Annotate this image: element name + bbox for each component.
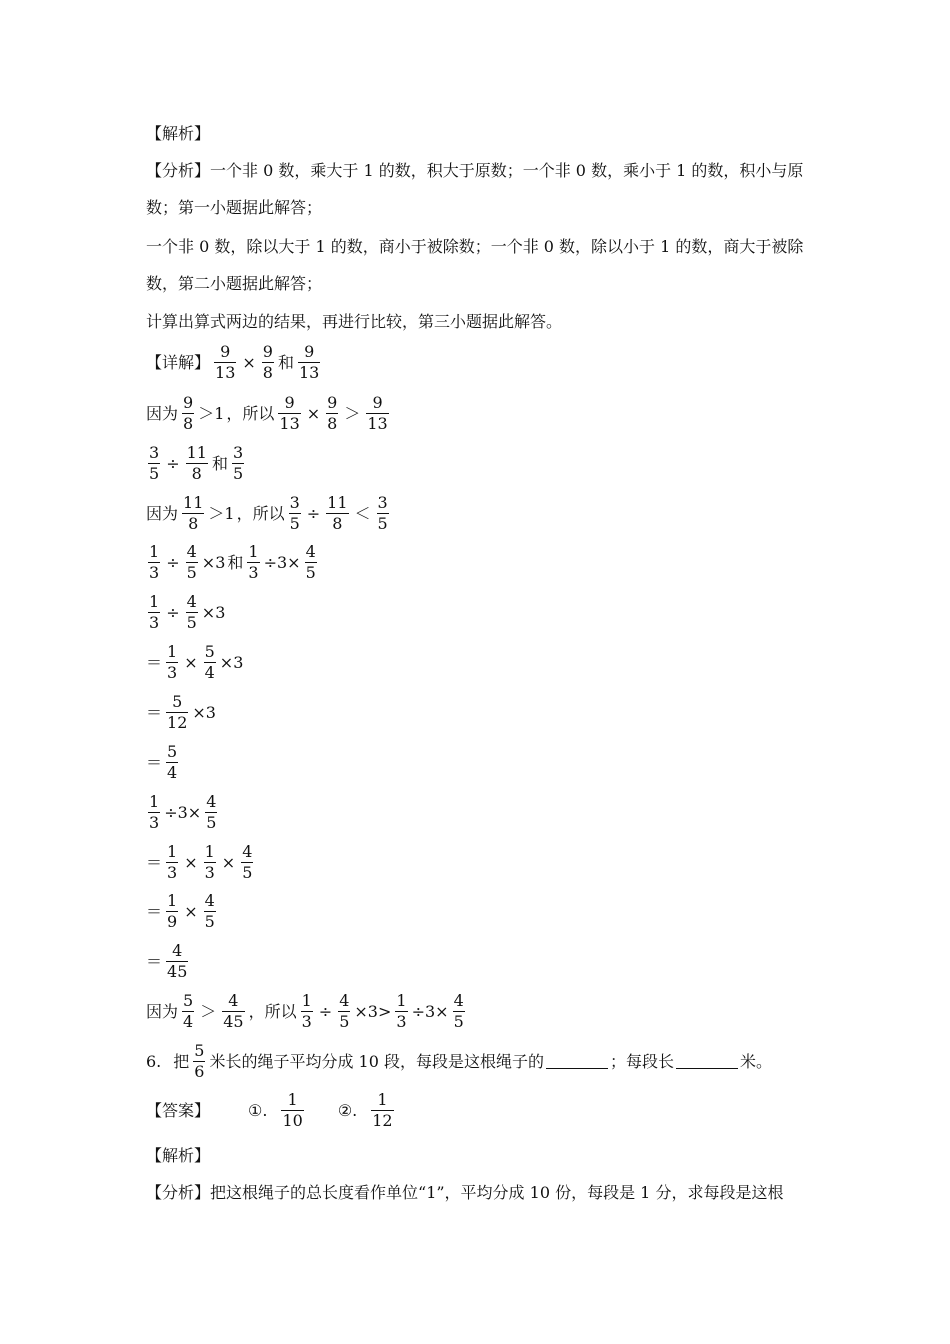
fraction: $\frac{5}{4}$ — [183, 991, 194, 1031]
section-jiexi: 【解析】 — [146, 124, 211, 143]
fraction: $\frac{11}{8}$ — [327, 493, 348, 533]
fraction: $\frac{1}{3}$ — [167, 842, 178, 882]
fraction: $\frac{5}{6}$ — [194, 1041, 205, 1081]
fraction: $\frac{4}{45}$ — [223, 991, 244, 1031]
fraction: $\frac{1}{3}$ — [301, 991, 312, 1031]
fraction: $\frac{5}{12}$ — [167, 692, 188, 732]
expr-7: ＝ $\frac{1}{3}$ × $\frac{5}{4}$ ×3 — [146, 642, 244, 682]
analysis-line-4: 数，第二小题据此解答； — [146, 274, 323, 293]
expr-6: $\frac{1}{3}$ ÷ $\frac{4}{5}$ ×3 — [149, 592, 226, 632]
analysis-text: 一个非 0 数，乘大于 1 的数，积大于原数；一个非 0 数，乘小于 1 的数，积小与原 — [210, 161, 804, 180]
fraction: $\frac{9}{8}$ — [183, 393, 194, 433]
expr-13: ＝ $\frac{4}{45}$ — [146, 941, 188, 981]
fraction: $\frac{1}{3}$ — [149, 542, 160, 582]
section-jiexi-2: 【解析】 — [146, 1146, 211, 1165]
fraction: $\frac{11}{8}$ — [186, 443, 207, 483]
expr-2: 因为 $\frac{9}{8}$ ＞1 ，所以 $\frac{9}{13}$ × $\frac{9}{8}$ ＞ $\frac{9}{13}$ — [146, 393, 388, 433]
analysis-line-1 — [146, 161, 803, 181]
fraction: $\frac{1}{3}$ — [396, 991, 407, 1031]
section-fenxi-2: 【分析】 — [146, 1183, 211, 1202]
analysis-line-2: 数；第一小题据此解答； — [146, 198, 323, 217]
answer-1-fraction: $\frac{1}{10}$ — [282, 1090, 303, 1130]
fraction: $\frac{3}{5}$ — [149, 443, 160, 483]
fraction: $\frac{4}{5}$ — [204, 891, 215, 931]
expr-14: 因为 $\frac{5}{4}$ ＞ $\frac{4}{45}$ ，所以 $\frac{1}{3}$ ÷ $\frac{4}{5}$ ×3> $\frac{1}{3}$ ÷3× $\frac{4}{5}$ — [146, 991, 464, 1031]
fraction: $\frac{4}{45}$ — [167, 941, 188, 981]
answer-blank-1[interactable] — [546, 1054, 608, 1069]
fraction: $\frac{4}{5}$ — [242, 842, 253, 882]
section-xiangjie: 【详解】 — [146, 352, 211, 372]
expr-3: $\frac{3}{5}$ ÷ $\frac{11}{8}$ 和 $\frac{3}{5}$ — [149, 443, 244, 483]
expr-10: $\frac{1}{3}$ ÷3× $\frac{4}{5}$ — [149, 792, 217, 832]
fraction: $\frac{1}{3}$ — [248, 542, 259, 582]
fraction: $\frac{1}{3}$ — [149, 592, 160, 632]
analysis2-line-1: 【分析】把这根绳子的总长度看作单位“1”，平均分成 10 份，每段是 1 分，求每段是这根 — [146, 1183, 784, 1202]
answer-line: 【答案】 ①. $\frac{1}{10}$ ②. $\frac{1}{12}$ — [146, 1090, 393, 1130]
expr-8: ＝ $\frac{5}{12}$ ×3 — [146, 692, 216, 732]
fraction: $\frac{1}{9}$ — [167, 891, 178, 931]
fraction: $\frac{5}{4}$ — [167, 742, 178, 782]
fraction: $\frac{5}{4}$ — [204, 642, 215, 682]
answer-2-fraction: $\frac{1}{12}$ — [372, 1090, 393, 1130]
fraction: $\frac{4}{5}$ — [339, 991, 350, 1031]
fraction: $\frac{4}{5}$ — [453, 991, 464, 1031]
section-daan: 【答案】 — [146, 1100, 211, 1120]
fraction: $\frac{9}{13}$ — [298, 342, 320, 382]
fraction: $\frac{1}{3}$ — [204, 842, 215, 882]
fraction: $\frac{11}{8}$ — [183, 493, 204, 533]
expr-9: ＝ $\frac{5}{4}$ — [146, 742, 178, 782]
fraction: $\frac{9}{13}$ — [279, 393, 300, 433]
fraction: $\frac{3}{5}$ — [377, 493, 388, 533]
fraction: $\frac{9}{13}$ — [367, 393, 388, 433]
fraction: $\frac{1}{3}$ — [149, 792, 160, 832]
analysis-line-5: 计算出算式两边的结果，再进行比较，第三小题据此解答。 — [146, 312, 563, 331]
answer-blank-2[interactable] — [676, 1054, 738, 1069]
fraction: $\frac{4}{5}$ — [186, 542, 197, 582]
fraction: $\frac{9}{8}$ — [327, 393, 338, 433]
fraction: $\frac{4}{5}$ — [305, 542, 316, 582]
expr-4: 因为 $\frac{11}{8}$ ＞1 ，所以 $\frac{3}{5}$ ÷ $\frac{11}{8}$ ＜ $\frac{3}{5}$ — [146, 493, 388, 533]
fraction: $\frac{3}{5}$ — [232, 443, 244, 483]
expr-12: ＝ $\frac{1}{9}$ × $\frac{4}{5}$ — [146, 891, 215, 931]
expr-1: 【详解】 $\frac{9}{13}$ × $\frac{9}{8}$ 和 $\frac{9}{13}$ — [146, 342, 320, 382]
expr-11: ＝ $\frac{1}{3}$ × $\frac{1}{3}$ × $\frac{4}{5}$ — [146, 842, 253, 882]
fraction: $\frac{4}{5}$ — [186, 592, 197, 632]
expr-5: $\frac{1}{3}$ ÷ $\frac{4}{5}$ ×3 和 $\frac{1}{3}$ ÷3× $\frac{4}{5}$ — [149, 542, 316, 582]
fraction: $\frac{3}{5}$ — [289, 493, 300, 533]
analysis-line-3: 一个非 0 数，除以大于 1 的数，商小于被除数；一个非 0 数，除以小于 1 的数，商大于被除 — [146, 237, 804, 256]
fraction: $\frac{4}{5}$ — [206, 792, 217, 832]
question-number: 6. — [146, 1051, 162, 1071]
question-6: 6. 把 $\frac{5}{6}$ 米长的绳子平均分成 10 段，每段是这根绳子的 ；每段长 米。 — [146, 1041, 773, 1081]
fraction: $\frac{1}{3}$ — [167, 642, 178, 682]
fraction: $\frac{9}{8}$ — [262, 342, 273, 382]
section-fenxi: 【分析】 — [146, 161, 211, 180]
fraction: $\frac{9}{13}$ — [215, 342, 236, 382]
